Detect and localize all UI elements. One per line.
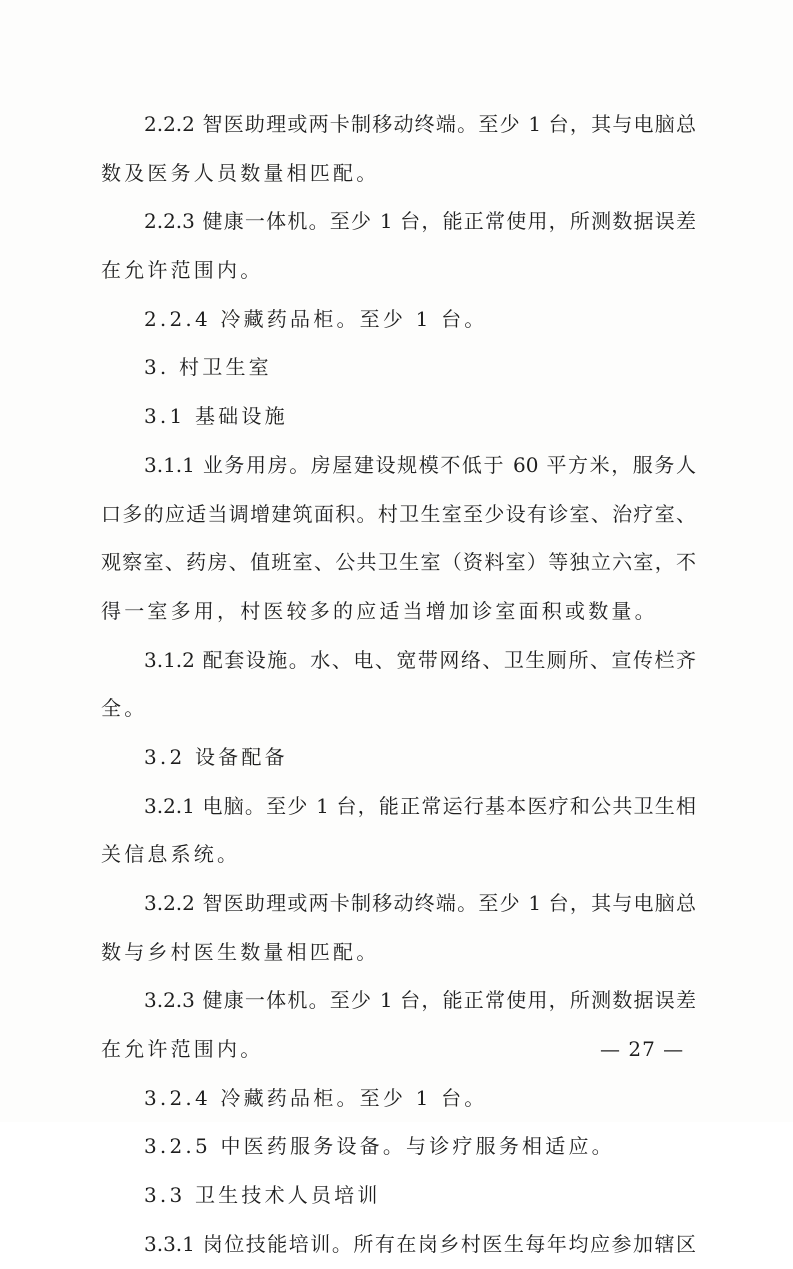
paragraph-line: 3.1.2 配套设施。水、电、宽带网络、卫生厕所、宣传栏齐 <box>144 647 696 672</box>
section-heading: 3. 村卫生室 <box>144 355 272 380</box>
paragraph-line: 数及医务人员数量相匹配。 <box>101 160 380 185</box>
paragraph-line: 全。 <box>101 696 148 721</box>
paragraph-line: 2.2.4 冷藏药品柜。至少 1 台。 <box>144 306 488 331</box>
paragraph-line: 3.2.3 健康一体机。至少 1 台，能正常使用，所测数据误差 <box>144 988 696 1013</box>
paragraph-line: 观察室、药房、值班室、公共卫生室（资料室）等独立六室，不 <box>101 550 696 575</box>
paragraph-line: 3.2.5 中医药服务设备。与诊疗服务相适应。 <box>144 1134 615 1159</box>
subsection-heading: 3.3 卫生技术人员培训 <box>144 1183 381 1208</box>
paragraph-line: 2.2.3 健康一体机。至少 1 台，能正常使用，所测数据误差 <box>144 209 696 234</box>
paragraph-line: 关信息系统。 <box>101 842 241 867</box>
paragraph-line: 3.1.1 业务用房。房屋建设规模不低于 60 平方米，服务人 <box>144 452 696 477</box>
paragraph-line: 在允许范围内。 <box>101 258 264 283</box>
paragraph-line: 2.2.2 智医助理或两卡制移动终端。至少 1 台，其与电脑总 <box>144 112 696 136</box>
body-text <box>101 100 696 1269</box>
paragraph-line: 口多的应适当调增建筑面积。村卫生室至少设有诊室、治疗室、 <box>101 501 696 526</box>
subsection-heading: 3.1 基础设施 <box>144 404 288 429</box>
paragraph-line: 3.2.2 智医助理或两卡制移动终端。至少 1 台，其与电脑总 <box>144 891 696 915</box>
paragraph-line: 数与乡村医生数量相匹配。 <box>101 939 380 964</box>
paragraph-line: 3.3.1 岗位技能培训。所有在岗乡村医生每年均应参加辖区 <box>144 1231 696 1256</box>
paragraph-line: 3.2.4 冷藏药品柜。至少 1 台。 <box>144 1085 488 1110</box>
subsection-heading: 3.2 设备配备 <box>144 744 288 769</box>
paragraph-line: 在允许范围内。 <box>101 1037 264 1062</box>
paragraph-line: 得一室多用，村医较多的应适当增加诊室面积或数量。 <box>101 598 658 623</box>
paragraph-line: 3.2.1 电脑。至少 1 台，能正常运行基本医疗和公共卫生相 <box>144 793 696 818</box>
page-number: — 27 — <box>600 1037 685 1061</box>
